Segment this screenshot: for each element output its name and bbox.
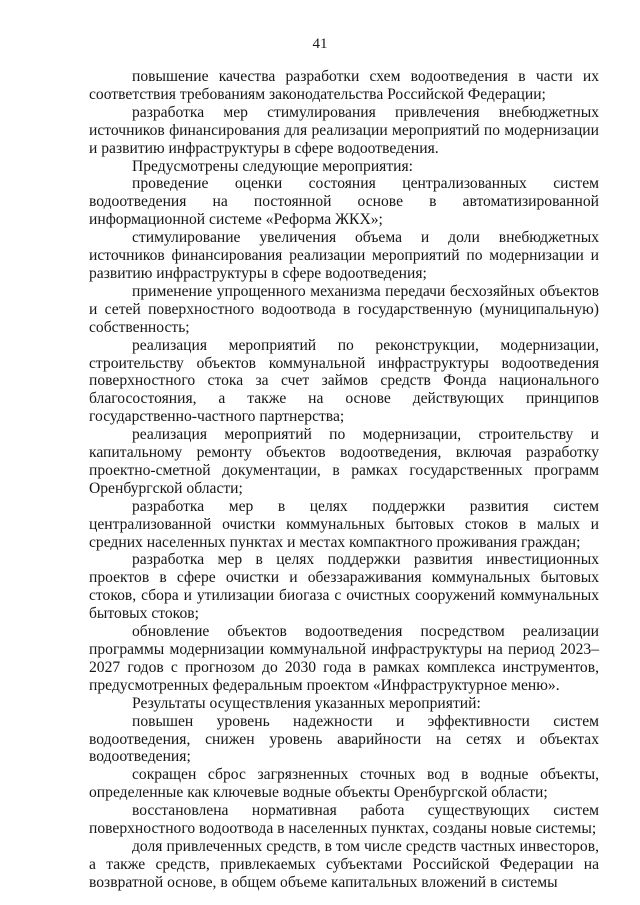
paragraph: Результаты осуществления указанных мероприятий:: [132, 694, 481, 712]
paragraph: разработка мер в целях поддержки развития систем централизованной очистки коммунальных бытовых стоков в малых и средних населенных пунктах и местах компактного проживания граждан;: [89, 497, 599, 551]
document-body: [89, 68, 599, 892]
paragraph: повышение качества разработки схем водоотведения в части их соответствия требованиям законодательства Российской Федерации;: [89, 68, 599, 103]
paragraph: стимулирование увеличения объема и доли внебюджетных источников финансирования реализации мероприятий по модернизации и развитию инфраструктуры в сфере водоотведения;: [89, 229, 599, 282]
paragraph: реализация мероприятий по модернизации, строительству и капитальному ремонту объектов водоотведения, включая разработку проектно-сметной документации, в рамках государственных программ Оренбургской области;: [89, 426, 599, 497]
paragraph: применение упрощенного механизма передачи бесхозяйных объектов и сетей поверхностного водоотвода в государственную (муниципальную) собственность;: [89, 282, 599, 336]
paragraph: проведение оценки состояния централизованных систем водоотведения на постоянной основе в автоматизированной информационной системе «Реформа ЖКХ»;: [89, 175, 599, 229]
paragraph: Предусмотрены следующие мероприятия:: [132, 157, 414, 175]
paragraph: доля привлеченных средств, в том числе средств частных инвесторов, а также средств, привлекаемых субъектами Российской Федерации на возвратной основе, в общем объеме капитальных вложений в системы: [89, 837, 599, 891]
paragraph: восстановлена нормативная работа существующих систем поверхностного водоотвода в населенных пунктах, созданы новые системы;: [89, 802, 599, 838]
paragraph: разработка мер стимулирования привлечения внебюджетных источников финансирования для реализации мероприятий по модернизации и развитию инфраструктуры в сфере водоотведения.: [89, 103, 599, 157]
paragraph: разработка мер в целях поддержки развития инвестиционных проектов в сфере очистки и обеззараживания коммунальных бытовых стоков, сбора и утилизации биогаза с очистных сооружений коммунальных бытовых стоков;: [89, 551, 599, 623]
paragraph: реализация мероприятий по реконструкции, модернизации, строительству объектов коммунальной инфраструктуры водоотведения поверхностного стока за счет займов средств Фонда национального благосостояния, а также на основе действующих принципов государственно-частного партнерства;: [89, 336, 599, 426]
paragraph: обновление объектов водоотведения посредством реализации программы модернизации коммунальной инфраструктуры на период 2023–2027 годов с прогнозом до 2030 года в рамках комплекса инструментов, предусмотренных федеральным проектом «Инфраструктурное меню».: [89, 623, 599, 694]
paragraph: сокращен сброс загрязненных сточных вод в водные объекты, определенные как ключевые водные объекты Оренбургской области;: [89, 766, 599, 802]
page-number: 41: [312, 36, 328, 52]
paragraph: повышен уровень надежности и эффективности систем водоотведения, снижен уровень аварийности на сетях и объектах водоотведения;: [89, 712, 599, 766]
